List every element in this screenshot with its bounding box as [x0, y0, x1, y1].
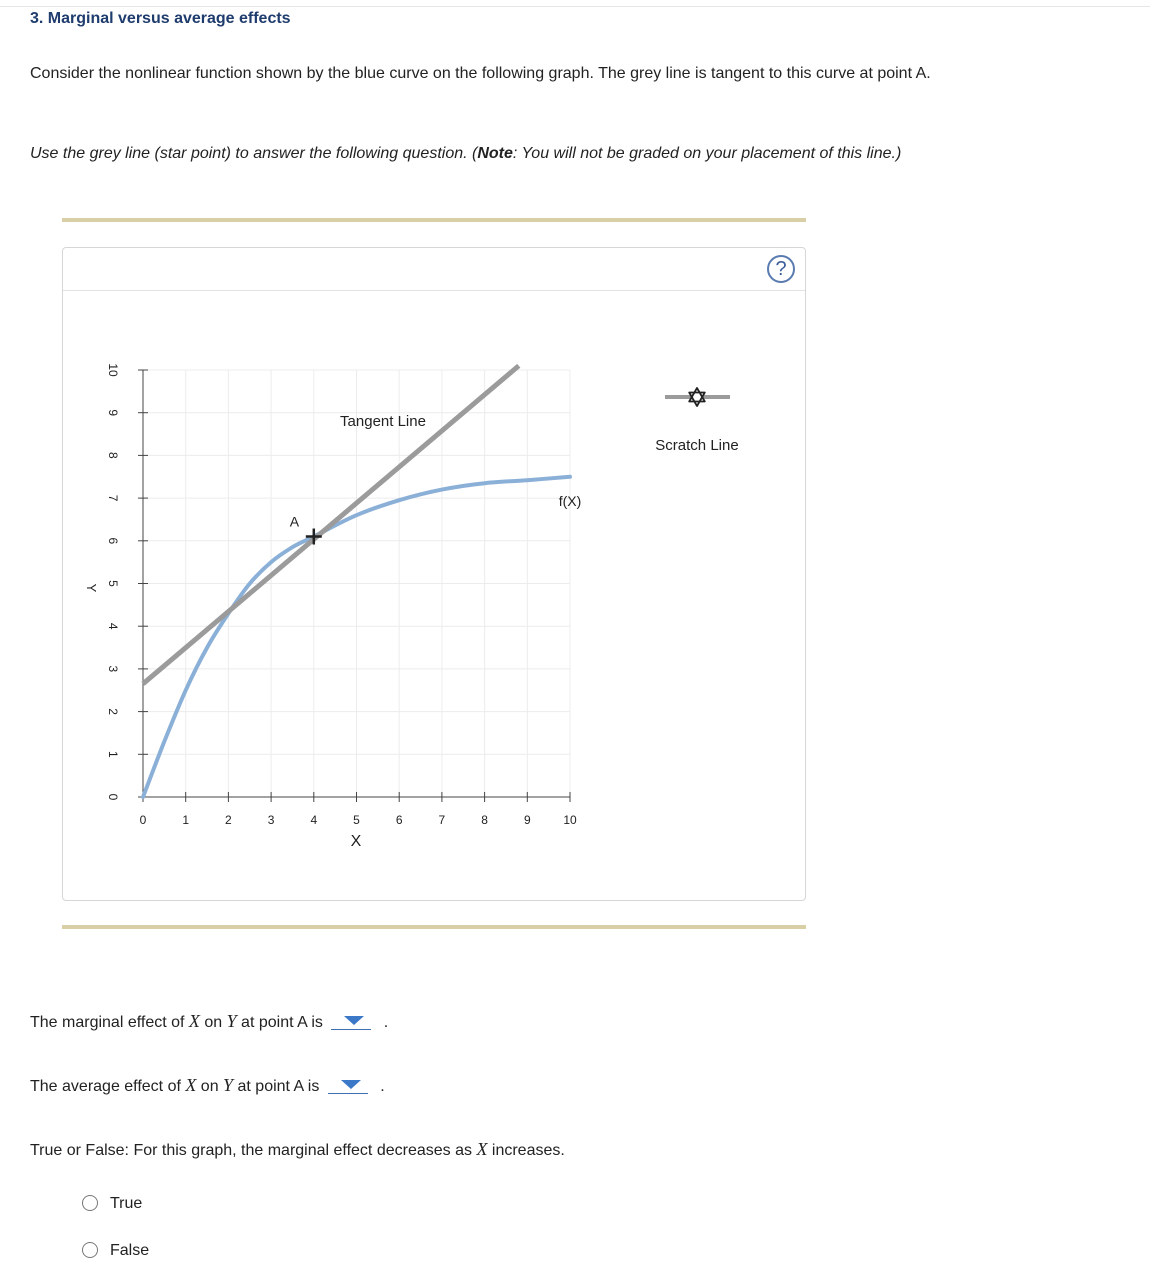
x-tick-label-8: 8: [481, 813, 488, 827]
hint-note: Note: [477, 145, 513, 162]
q1-var-x: X: [188, 1011, 200, 1031]
q2-var-y: Y: [223, 1075, 234, 1095]
point-a-label: A: [289, 513, 300, 530]
x-tick-label-10: 10: [563, 813, 577, 827]
y-axis-label: Y: [84, 583, 99, 593]
q3-text-post: increases.: [487, 1142, 565, 1159]
y-tick-label-2: 2: [105, 708, 120, 715]
x-tick-label-6: 6: [395, 813, 403, 827]
q2-var-x: X: [185, 1075, 197, 1095]
x-tick-label-9: 9: [523, 813, 531, 827]
option-true-label: True: [110, 1195, 143, 1212]
y-tick-label-9: 9: [105, 409, 120, 417]
option-true[interactable]: [82, 1195, 142, 1213]
chart-ticks: [106, 363, 577, 827]
curve-label: f(X): [558, 493, 582, 509]
x-tick-label-3: 3: [267, 813, 275, 827]
graph-bottom-rule: [62, 925, 806, 929]
tangent-line[interactable]: [143, 366, 519, 684]
marginal-effect-dropdown[interactable]: [331, 1013, 371, 1030]
tangent-line-label: Tangent Line: [340, 413, 426, 430]
question-title: 3. Marginal versus average effects: [30, 10, 291, 27]
star-icon: [689, 388, 705, 406]
y-tick-label-0: 0: [105, 793, 120, 801]
q1-text-pre: The marginal effect of: [30, 1014, 189, 1031]
x-tick-label-4: 4: [310, 813, 318, 827]
q1-text-post: at point A is: [236, 1014, 323, 1031]
question-true-false: [30, 1139, 565, 1160]
q1-text-mid: on: [199, 1014, 227, 1031]
question-intro: Consider the nonlinear function shown by the blue curve on the following graph. The grey line is tangent to this curve at point A.: [30, 65, 931, 82]
hint-text-2: : You will not be graded on your placement of this line.): [512, 145, 902, 162]
y-tick-label-6: 6: [105, 537, 120, 545]
scratch-line-legend[interactable]: [655, 388, 738, 454]
graph-panel: [62, 247, 806, 901]
y-tick-label-5: 5: [105, 580, 120, 587]
y-tick-label-8: 8: [105, 452, 120, 459]
top-divider: [0, 6, 1150, 7]
hint-text-1: Use the grey line (star point) to answer the following question. (: [30, 145, 478, 162]
x-axis-label: X: [350, 833, 362, 850]
y-tick-label-1: 1: [105, 750, 120, 758]
scratch-line-label: Scratch Line: [655, 437, 739, 454]
graph-svg[interactable]: [63, 248, 805, 900]
q2-text-pre: The average effect of: [30, 1078, 186, 1095]
option-false-label: False: [110, 1242, 150, 1259]
q3-var-x: X: [476, 1139, 488, 1159]
average-effect-dropdown[interactable]: [328, 1077, 368, 1094]
y-tick-label-3: 3: [105, 665, 120, 673]
option-false[interactable]: [82, 1242, 149, 1260]
y-tick-label-10: 10: [105, 363, 120, 377]
graph-top-rule: [62, 218, 806, 222]
x-tick-label-1: 1: [182, 813, 190, 827]
radio-true[interactable]: [82, 1195, 98, 1211]
y-tick-label-7: 7: [105, 494, 120, 502]
radio-false[interactable]: [82, 1242, 98, 1258]
x-tick-label-7: 7: [438, 813, 446, 827]
q2-text-mid: on: [196, 1078, 224, 1095]
q2-end: .: [380, 1078, 385, 1095]
y-tick-label-4: 4: [105, 622, 120, 630]
question-average-effect: [30, 1075, 385, 1096]
x-tick-label-2: 2: [225, 813, 232, 827]
help-icon[interactable]: ?: [767, 255, 795, 283]
chart-grid: [143, 370, 570, 797]
q3-text-pre: True or False: For this graph, the marginal effect decreases as: [30, 1142, 477, 1159]
instruction-hint: [30, 145, 901, 163]
x-tick-label-0: 0: [139, 813, 147, 827]
q1-end: .: [383, 1014, 389, 1031]
x-tick-label-5: 5: [353, 813, 360, 827]
q1-var-y: Y: [226, 1011, 237, 1031]
question-marginal-effect: [30, 1011, 388, 1032]
q2-text-post: at point A is: [233, 1078, 320, 1095]
